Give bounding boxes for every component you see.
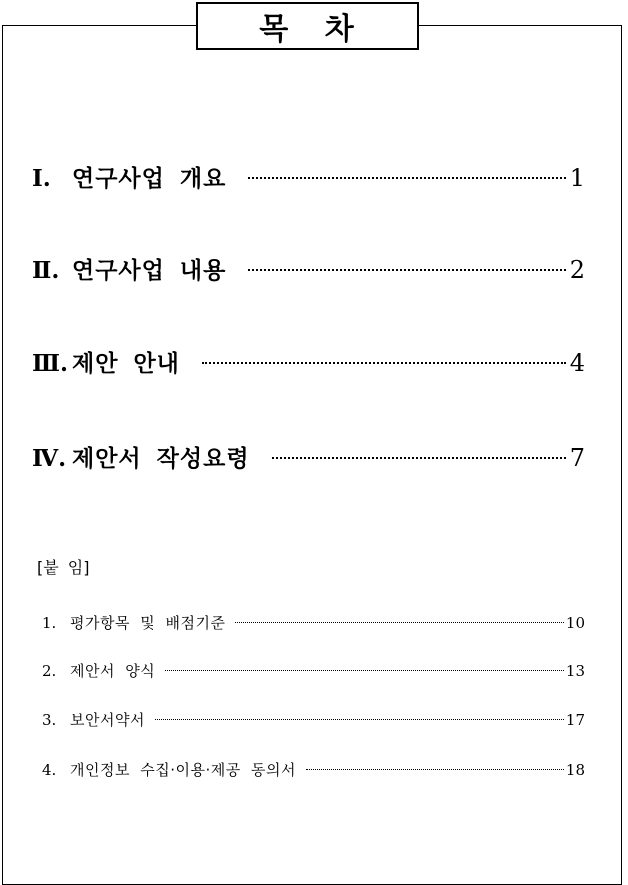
appendix-item-2 <box>42 660 585 681</box>
item-label: 제안서 양식 <box>70 662 156 680</box>
appendix-heading: [붙 임] <box>37 558 90 577</box>
toc-entry-2 <box>32 252 585 285</box>
entry-page: 4 <box>569 349 585 377</box>
toc-entry-1 <box>32 160 585 193</box>
item-page: 17 <box>565 711 585 729</box>
item-label: 개인정보 수집·이용·제공 동의서 <box>70 761 296 779</box>
entry-label: 제안서 작성요령 <box>72 446 250 472</box>
item-number: 2. <box>42 662 57 680</box>
item-page: 18 <box>565 761 585 779</box>
item-number: 4. <box>42 761 57 779</box>
item-number: 3. <box>42 711 57 729</box>
dot-leader <box>306 769 564 770</box>
entry-number: Ⅰ. <box>32 165 51 192</box>
dot-leader <box>165 670 564 671</box>
entry-number: Ⅲ. <box>32 350 69 377</box>
toc-title: 목 차 <box>196 2 419 50</box>
item-number: 1. <box>42 614 57 632</box>
appendix-item-4 <box>42 759 585 780</box>
toc-entry-4 <box>32 440 585 473</box>
dot-leader <box>202 362 566 364</box>
item-label: 평가항목 및 배점기준 <box>70 614 226 632</box>
dot-leader <box>235 622 563 623</box>
item-page: 13 <box>565 662 585 680</box>
appendix-item-1 <box>42 612 585 633</box>
item-label: 보안서약서 <box>70 711 145 729</box>
entry-label: 제안 안내 <box>72 351 180 377</box>
entry-label: 연구사업 내용 <box>72 258 227 284</box>
entry-page: 1 <box>569 164 585 192</box>
dot-leader <box>272 457 566 459</box>
appendix-item-3 <box>42 709 585 730</box>
entry-page: 2 <box>569 256 585 284</box>
toc-entry-3 <box>32 345 585 378</box>
entry-number: Ⅱ. <box>32 257 60 284</box>
entry-number: Ⅳ. <box>32 445 67 472</box>
item-page: 10 <box>565 614 585 632</box>
dot-leader <box>155 719 564 720</box>
dot-leader <box>248 269 565 271</box>
dot-leader <box>248 177 565 179</box>
entry-label: 연구사업 개요 <box>72 166 227 192</box>
entry-page: 7 <box>569 444 585 472</box>
